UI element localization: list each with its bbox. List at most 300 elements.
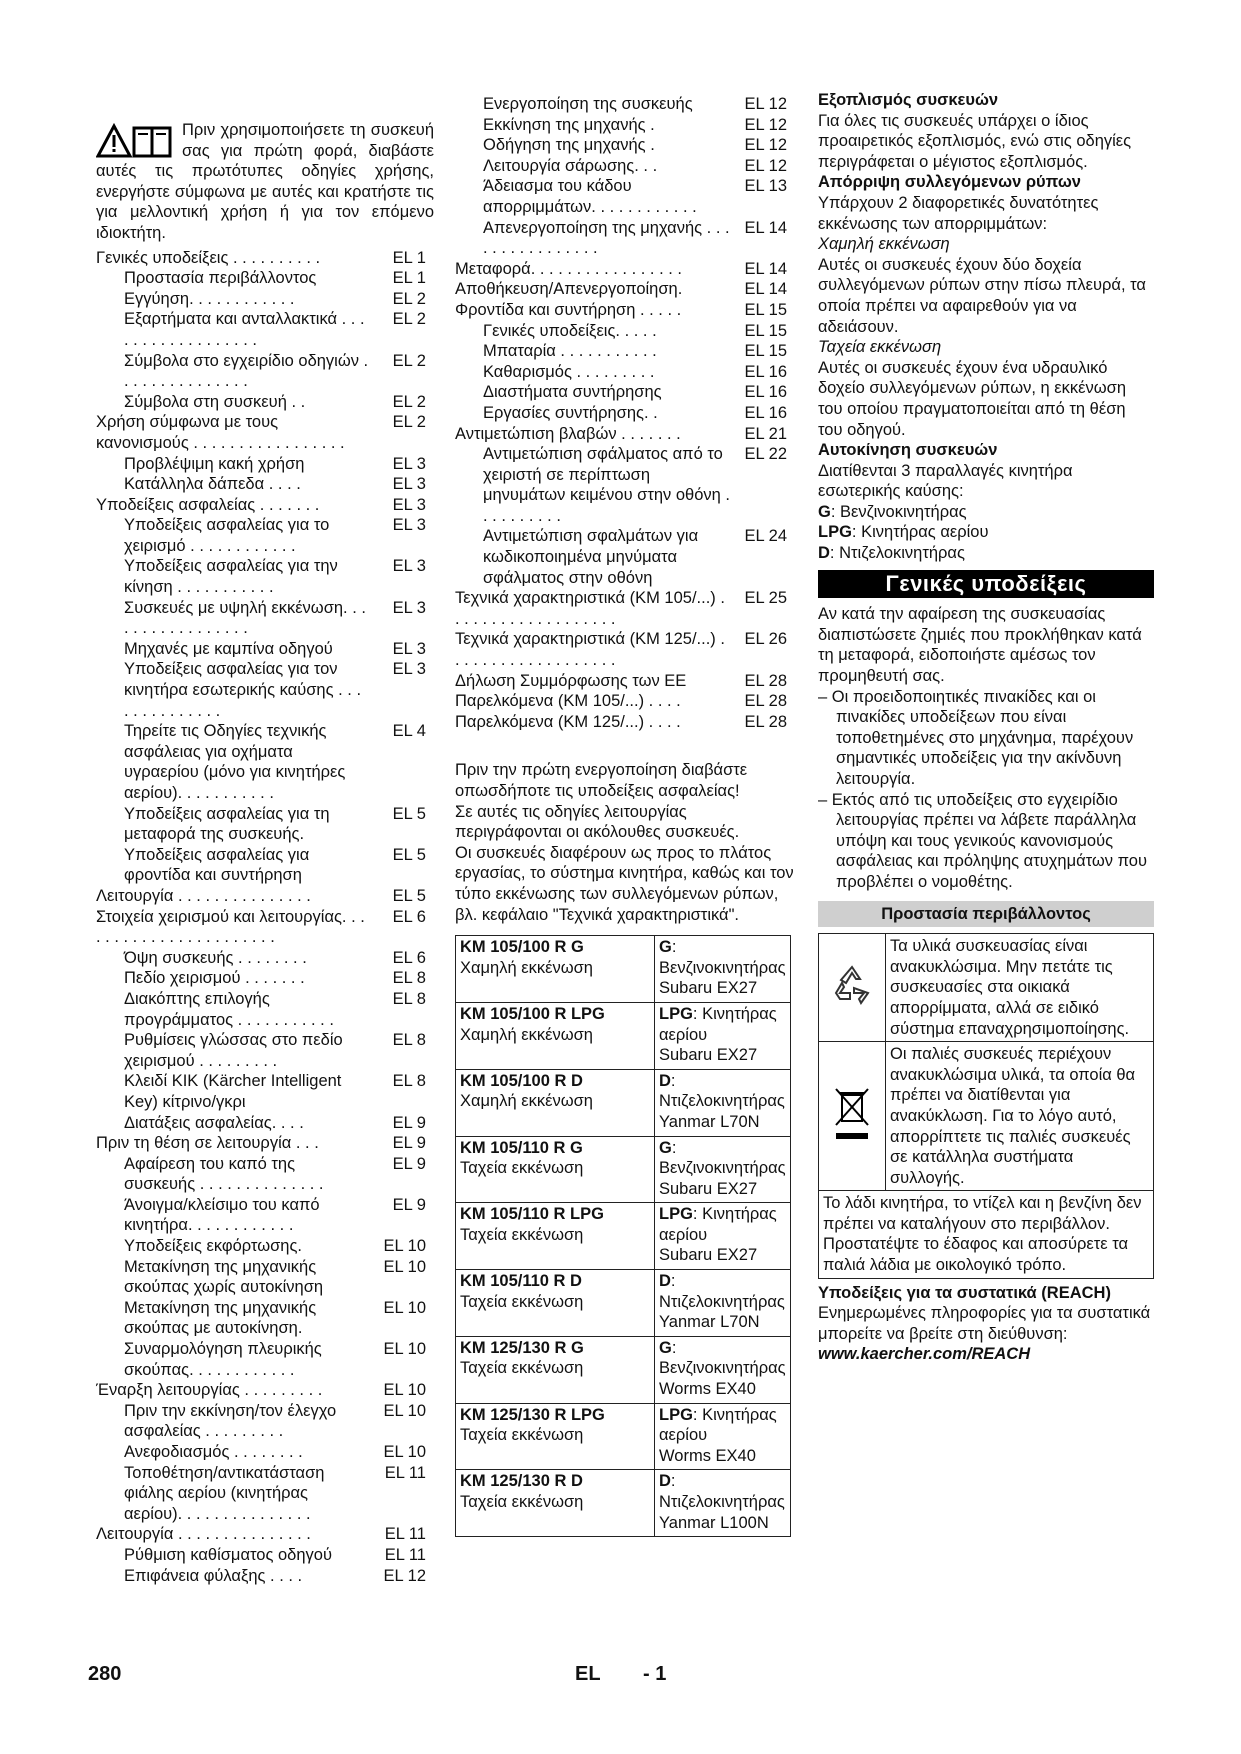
toc-entry-title: Εξαρτήματα και ανταλλακτικά . . . . . . . . . . . . . . . . . . [124, 310, 365, 349]
engine-type [659, 1138, 786, 1179]
column-1 [96, 100, 434, 1586]
column-3 [818, 90, 1154, 1365]
toc-entry[interactable] [455, 321, 795, 342]
model-name: KM 105/110 R LPG [460, 1205, 604, 1224]
toc-entry-title: Παρελκόμενα (KM 105/...) . . . . [455, 692, 681, 711]
model-name: KM 125/130 R G [460, 1338, 584, 1357]
toc-entry-page: EL 1 [392, 248, 426, 267]
toc-entry-page: EL 12 [744, 115, 787, 134]
fuel-text: : Κινητήρας αερίου [659, 1405, 777, 1445]
toc-entry-page: EL 2 [392, 289, 426, 308]
toc-entry[interactable] [96, 639, 434, 660]
toc-entry-page: EL 6 [392, 907, 426, 926]
reach-link[interactable]: www.kaercher.com/REACH [818, 1345, 1031, 1364]
model-row [456, 1270, 791, 1337]
engine-type [659, 1405, 786, 1446]
section-number: - 1 [643, 1663, 667, 1685]
toc-entry-title: Φροντίδα και συντήρηση . . . . . [455, 300, 682, 319]
toc-entry-page: EL 11 [384, 1525, 426, 1544]
model-name: KM 105/100 R LPG [460, 1004, 605, 1023]
toc-entry[interactable] [96, 392, 434, 413]
toc-entry-title: Απενεργοποίηση της μηχανής . . . . . . . . . . . . . . . . [483, 218, 730, 258]
low-text: Αυτές οι συσκευές έχουν δύο δοχεία συλλεγόμενων ρύπων στην πίσω πλευρά, τα οποία πρέπει να αφαιρεθούν για να αδειάσουν. [818, 255, 1146, 336]
toc-entry-title: Υποδείξεις ασφαλείας για το χειρισμό . . . . . . . . . . . . [124, 516, 330, 555]
toc-entry[interactable] [455, 424, 795, 445]
engine-type [659, 1204, 786, 1245]
toc-entry-title: Γενικές υποδείξεις. . . . . [483, 321, 657, 340]
toc-entry-page: EL 12 [744, 136, 787, 155]
toc-entry-page: EL 12 [744, 95, 787, 113]
toc-entry-title: Ρυθμίσεις γλώσσας στο πεδίο χειρισμού . . . . . . . . . [124, 1031, 343, 1070]
intro-para-3: Οι συσκευές διαφέρουν ως προς το πλάτος εργασίας, το σύστημα κινητήρα, καθώς και τον τύπο εκκένωσης των συλλεγόμενων ρύπων, βλ. κεφάλαιο "Τεχνικά χαρακτηριστικά". [455, 843, 794, 924]
toc-entry-page: EL 15 [744, 321, 787, 340]
toc-entry-title: Σύμβολα στη συσκευή . . [124, 392, 306, 411]
toc-entry-page: EL 9 [392, 1134, 426, 1153]
toc-entry-title: Τεχνικά χαρακτηριστικά (KM 105/...) . . . . . . . . . . . . . . . . . . . [455, 589, 725, 628]
toc-entry-page: EL 2 [392, 413, 426, 432]
toc-entry-title: Καθαρισμός . . . . . . . . . [483, 362, 655, 381]
model-row [456, 1403, 791, 1470]
model-discharge: Ταχεία εκκένωση [460, 1292, 584, 1311]
toc-entry-title: Διαστήματα συντήρησης [483, 383, 662, 402]
engine-model: Yanmar L70N [659, 1313, 760, 1332]
toc-entry-page: EL 28 [744, 712, 787, 731]
toc-entry-title: Δήλωση Συμμόρφωσης των ΕΕ [455, 671, 687, 690]
fuel-text: : Βενζινοκινητήρας [659, 1138, 786, 1178]
toc-entry-page: EL 14 [744, 218, 787, 237]
model-name: KM 105/100 R G [460, 938, 584, 957]
toc-entry-page: EL 9 [392, 1154, 426, 1173]
crossed-bin-icon [819, 1042, 886, 1191]
toc-entry[interactable] [455, 712, 795, 733]
toc-entry[interactable] [455, 94, 795, 115]
model-row [456, 1136, 791, 1203]
toc-entry-title: Υποδείξεις ασφαλείας για τη μεταφορά της συσκευής. [124, 804, 330, 844]
toc-entry-title: Διατάξεις ασφαλείας. . . . [124, 1113, 304, 1132]
toc-entry-page: EL 15 [744, 342, 787, 361]
toc-entry[interactable] [96, 1071, 434, 1112]
engine-cell [655, 1136, 791, 1203]
toc-entry[interactable] [455, 671, 795, 692]
intro [96, 120, 434, 244]
toc-entry-title: Μεταφορά. . . . . . . . . . . . . . . . . [455, 259, 683, 278]
toc-entry-page: EL 16 [744, 383, 787, 402]
toc-entry-page: EL 3 [392, 516, 426, 535]
toc-entry[interactable] [96, 1463, 434, 1525]
toc-entry-page: EL 12 [744, 156, 787, 175]
toc-entry-title: Παρελκόμενα (KM 125/...) . . . . [455, 712, 681, 731]
toc-entry-title: Πεδίο χειρισμού . . . . . . . [124, 969, 305, 988]
model-cell [456, 1270, 655, 1337]
model-row [456, 1069, 791, 1136]
toc-entry-title: Επιφάνεια φύλαξης . . . . [124, 1566, 303, 1585]
toc-entry-page: EL 16 [744, 403, 787, 422]
toc-entry[interactable] [96, 515, 434, 556]
toc-entry-title: Συναρμολόγηση πλευρικής σκούπας. . . . . . . . . . . . [124, 1340, 322, 1379]
fuel-text: : Ντιζελοκινητήρας [659, 1272, 785, 1311]
toc-entry[interactable] [96, 598, 434, 639]
engine-type [659, 1271, 786, 1312]
intro-para-2: Σε αυτές τις οδηγίες λειτουργίας περιγράφονται οι ακόλουθες συσκευές. [455, 802, 740, 842]
toc-entry-page: EL 28 [744, 692, 787, 711]
env-text-1: Τα υλικά συσκευασίας είναι ανακυκλώσιμα. Μην πετάτε τις συσκευασίες στα οικιακά απορρίμματα, αλλά σε ειδικό σύστημα επαναχρησιμοποίησης. [886, 934, 1154, 1042]
equip-text: Για όλες τις συσκευές υπάρχει ο ίδιος προαιρετικός εξοπλισμός, ενώ στις οδηγίες περιγράφεται ο μέγιστος εξοπλισμός. [818, 111, 1132, 171]
toc-entry[interactable] [96, 474, 434, 495]
toc-entry[interactable] [96, 886, 434, 907]
toc-entry[interactable] [96, 948, 434, 969]
engine-lpg: LPG: Κινητήρας αερίου [818, 523, 989, 542]
model-discharge: Ταχεία εκκένωση [460, 1159, 584, 1178]
toc-entry-title: Εκκίνηση της μηχανής . [483, 115, 655, 134]
toc-entry-page: EL 8 [392, 1031, 426, 1050]
toc-entry-page: EL 3 [392, 475, 426, 494]
toc-entry-page: EL 3 [392, 557, 426, 576]
toc-entry-title: Άδειασμα του κάδου απορριμμάτων. . . . . . . . . . . . [483, 177, 697, 216]
toc-entry-title: Εγγύηση. . . . . . . . . . . . [124, 289, 295, 308]
toc-entry[interactable] [96, 1339, 434, 1380]
toc-entry-title: Χρήση σύμφωνα με τους κανονισμούς . . . . . . . . . . . . . . . . . [96, 413, 345, 452]
toc-entry[interactable] [455, 629, 795, 670]
toc-entry-page: EL 8 [392, 969, 426, 988]
toc-entry[interactable] [96, 907, 434, 948]
toc-entry-page: EL 13 [744, 177, 787, 196]
model-row [456, 1336, 791, 1403]
model-name: KM 125/130 R LPG [460, 1405, 605, 1424]
model-cell [456, 1203, 655, 1270]
engine-type [659, 1071, 786, 1112]
fuel-text: : Βενζινοκινητήρας [659, 1338, 786, 1378]
model-cell [456, 1403, 655, 1470]
toc-entry[interactable] [96, 659, 434, 721]
toc-entry-page: EL 10 [383, 1237, 426, 1256]
toc-entry[interactable] [455, 135, 795, 156]
toc-entry-title: Μηχανές με καμπίνα οδηγού [124, 639, 333, 658]
section-title: Γενικές υποδείξεις [818, 570, 1154, 599]
engine-model: Yanmar L70N [659, 1112, 760, 1131]
toc-entry[interactable] [96, 1133, 434, 1154]
disposal-text: Υπάρχουν 2 διαφορετικές δυνατότητες εκκένωσης των απορριμμάτων: [818, 193, 1099, 233]
toc-entry-page: EL 10 [383, 1257, 426, 1276]
model-discharge: Ταχεία εκκένωση [460, 1359, 584, 1378]
toc-entry-page: EL 9 [392, 1195, 426, 1214]
model-discharge: Χαμηλή εκκένωση [460, 1025, 593, 1044]
fuel-text: : Κινητήρας αερίου [659, 1004, 777, 1044]
toc-entry[interactable] [96, 845, 434, 886]
toc-entry[interactable] [455, 444, 795, 526]
toc-entry-title: Υποδείξεις εκφόρτωσης. [124, 1237, 302, 1256]
toc-entry[interactable] [455, 382, 795, 403]
toc-entry-page: EL 2 [392, 392, 426, 411]
toc-entry-page: EL 28 [744, 671, 787, 690]
engine-type [659, 1004, 786, 1045]
fuel-code: LPG [659, 1405, 693, 1424]
toc-entry-page: EL 11 [384, 1463, 426, 1482]
toc-entry[interactable] [455, 259, 795, 280]
warning-manual-icon [96, 122, 176, 158]
model-discharge: Ταχεία εκκένωση [460, 1493, 584, 1511]
toc-entry[interactable] [455, 156, 795, 177]
toc-entry[interactable] [96, 1566, 434, 1587]
toc-part-2 [455, 94, 795, 732]
model-cell [456, 936, 655, 1003]
toc-entry-page: EL 9 [392, 1113, 426, 1132]
toc-entry-page: EL 16 [744, 362, 787, 381]
toc-entry-page: EL 12 [383, 1566, 426, 1585]
self-text: Διατίθενται 3 παραλλαγές κινητήρα εσωτερικής καύσης: [818, 461, 1073, 501]
toc-entry[interactable] [96, 309, 434, 350]
toc-entry[interactable] [96, 1401, 434, 1442]
fuel-text: : Ντιζελοκινητήρας [659, 1071, 785, 1111]
toc-entry[interactable] [96, 1113, 434, 1134]
engine-model: Subaru EX27 [659, 1179, 758, 1198]
toc-entry-title: Υποδείξεις ασφαλείας για τον κινητήρα εσωτερικής καύσης . . . . . . . . . . . . . . [124, 660, 362, 720]
toc-entry-page: EL 24 [744, 527, 787, 546]
engine-cell [655, 1069, 791, 1136]
engine-type [659, 1338, 786, 1379]
toc-entry[interactable] [96, 1380, 434, 1401]
engine-model: Subaru EX27 [659, 979, 758, 998]
toc-entry-title: Αποθήκευση/Απενεργοποίηση. [455, 280, 683, 299]
equip-heading: Εξοπλισμός συσκευών [818, 91, 999, 109]
fuel-code: LPG [659, 1004, 693, 1023]
language-code: EL [575, 1663, 601, 1685]
low-heading: Χαμηλή εκκένωση [818, 235, 950, 254]
toc-entry-page: EL 1 [392, 269, 426, 288]
toc-entry[interactable] [455, 341, 795, 362]
toc-entry-title: Όψη συσκευής . . . . . . . . [124, 948, 307, 967]
toc-entry-title: Αφαίρεση του καπό της συσκευής . . . . . . . . . . . . . . [124, 1154, 324, 1194]
toc-entry-page: EL 10 [383, 1340, 426, 1359]
engine-model: Worms EX40 [659, 1446, 756, 1465]
engine-model: Yanmar L100N [659, 1513, 769, 1532]
toc-entry[interactable] [96, 268, 434, 289]
toc-entry-title: Υποδείξεις ασφαλείας για φροντίδα και συντήρηση [124, 845, 310, 885]
engine-model: Worms EX40 [659, 1380, 756, 1399]
fuel-code: D [659, 1272, 671, 1291]
recycle-icon [819, 934, 886, 1042]
self-heading: Αυτοκίνηση συσκευών [818, 441, 998, 460]
engine-cell [655, 1336, 791, 1403]
model-name: KM 105/100 R D [460, 1071, 583, 1090]
toc-entry-page: EL 26 [744, 630, 787, 649]
toc-entry[interactable] [455, 115, 795, 136]
toc-entry[interactable] [455, 300, 795, 321]
toc-entry[interactable] [455, 403, 795, 424]
toc-entry-page: EL 21 [744, 424, 787, 443]
toc-entry-title: Υποδείξεις ασφαλείας . . . . . . . [96, 495, 320, 514]
models-table [455, 935, 791, 1537]
toc-entry[interactable] [96, 804, 434, 845]
toc-entry-page: EL 5 [392, 886, 426, 905]
model-name: KM 125/130 R D [460, 1472, 583, 1491]
engine-cell [655, 1403, 791, 1470]
toc-entry-page: EL 10 [383, 1298, 426, 1317]
toc-entry[interactable] [455, 588, 795, 629]
toc-entry[interactable] [96, 412, 434, 453]
engine-type [659, 1471, 786, 1512]
toc-entry-title: Μετακίνηση της μηχανικής σκούπας με αυτοκίνηση. [124, 1298, 317, 1338]
toc-entry-page: EL 3 [392, 598, 426, 617]
toc-entry-title: Λειτουργία . . . . . . . . . . . . . . . [96, 886, 311, 905]
fuel-text: : Ντιζελοκινητήρας [659, 1472, 785, 1511]
toc-entry[interactable] [96, 495, 434, 516]
toc-entry-page: EL 10 [383, 1381, 426, 1400]
toc-entry-title: Λειτουργία σάρωσης. . . [483, 156, 658, 175]
toc-entry-page: EL 3 [392, 495, 426, 514]
toc-entry[interactable] [96, 289, 434, 310]
toc-entry-title: Κλειδί KIK (Kärcher Intelligent Key) κίτρινο/γκρι [124, 1072, 342, 1111]
toc-entry-title: Οδήγηση της μηχανής . [483, 136, 655, 155]
engine-cell [655, 1203, 791, 1270]
bullet-2: – Εκτός από τις υποδείξεις στο εγχειρίδιο λειτουργίας πρέπει να λάβετε παράλληλα υπόψη και τους γενικούς κανονισμούς ασφάλειας και πρόληψης ατυχημάτων που προβλέπει ο νομοθέτης. [818, 790, 1147, 891]
disposal-heading: Απόρριψη συλλεγόμενων ρύπων [818, 173, 1081, 192]
toc-entry-page: EL 2 [392, 351, 426, 370]
fast-text: Αυτές οι συσκευές έχουν ένα υδραυλικό δοχείο συλλεγόμενων ρύπων, η εκκένωση του οποίου πραγματοποιείται από τη θέση του οδηγού. [818, 358, 1127, 439]
fuel-text: : Βενζινοκινητήρας [659, 938, 786, 977]
toc-entry-title: Κατάλληλα δάπεδα . . . . [124, 475, 301, 494]
engine-g: G: Βενζινοκινητήρας [818, 502, 967, 521]
env-text-2: Οι παλιές συσκευές περιέχουν ανακυκλώσιμα υλικά, τα οποία θα πρέπει να διατίθενται για ανακύκλωση. Για το λόγο αυτό, απορρίπτετε τις παλιές συσκευές σε κατάλληλα συστήματα συλλογής. [886, 1042, 1154, 1191]
toc-entry-title: Λειτουργία . . . . . . . . . . . . . . . [96, 1525, 311, 1544]
engine-cell [655, 1470, 791, 1537]
toc-entry-title: Πριν την εκκίνηση/τον έλεγχο ασφαλείας . . . . . . . . . [124, 1401, 337, 1441]
toc-entry[interactable] [96, 1195, 434, 1236]
env-title: Προστασία περιβάλλοντος [818, 901, 1154, 928]
model-cell [456, 1136, 655, 1203]
fuel-code: G [659, 1138, 672, 1157]
model-cell [456, 1336, 655, 1403]
model-discharge: Ταχεία εκκένωση [460, 1426, 584, 1445]
toc-entry-page: EL 3 [392, 639, 426, 658]
toc-entry[interactable] [96, 989, 434, 1030]
toc-entry-page: EL 4 [392, 722, 426, 741]
toc-entry[interactable] [455, 526, 795, 588]
reach-text: Ενημερωμένες πληροφορίες για τα συστατικά μπορείτε να βρείτε στη διεύθυνση: [818, 1304, 1151, 1343]
reach-heading: Υποδείξεις για τα συστατικά (REACH) [818, 1283, 1111, 1302]
model-row [456, 936, 791, 1003]
toc-entry-page: EL 22 [744, 445, 787, 464]
toc-entry-title: Σύμβολα στο εγχειρίδιο οδηγιών . . . . . . . . . . . . . . . [124, 351, 369, 391]
toc-entry[interactable] [455, 691, 795, 712]
engine-type [659, 937, 786, 978]
toc-entry[interactable] [96, 556, 434, 597]
toc-entry-page: EL 15 [744, 300, 787, 319]
toc-entry-page: EL 6 [392, 948, 426, 967]
toc-entry-page: EL 3 [392, 660, 426, 679]
toc-entry-title: Έναρξη λειτουργίας . . . . . . . . . [96, 1381, 323, 1400]
fuel-text: : Κινητήρας αερίου [659, 1205, 777, 1244]
toc-entry[interactable] [96, 1030, 434, 1071]
toc-entry[interactable] [96, 1236, 434, 1257]
fuel-code: LPG [659, 1205, 693, 1224]
toc-entry-title: Τηρείτε τις Οδηγίες τεχνικής ασφάλειας για οχήματα υγραερίου (μόνο για κινητήρες αερίου). . . . . . . . . . . [124, 722, 346, 802]
env-table [818, 933, 1154, 1279]
toc-entry[interactable] [96, 1442, 434, 1463]
toc-entry-page: EL 11 [384, 1545, 426, 1564]
intro-para-1: Πριν την πρώτη ενεργοποίηση διαβάστε οπωσδήποτε τις υποδείξεις ασφαλείας! [455, 761, 748, 800]
toc-entry-title: Αντιμετώπιση σφαλμάτων για κωδικοποιημένα μηνύματα σφάλματος στην οθόνη [483, 527, 699, 587]
toc-entry[interactable] [96, 248, 434, 269]
toc-entry-title: Προστασία περιβάλλοντος [124, 269, 317, 288]
toc-entry-page: EL 5 [392, 804, 426, 823]
toc-entry-page: EL 10 [383, 1443, 426, 1461]
toc-entry-title: Διακόπτης επιλογής προγράμματος . . . . . . . . . . . [124, 989, 334, 1029]
toc-entry-title: Συσκευές με υψηλή εκκένωση. . . . . . . . . . . . . . . . . [124, 598, 366, 638]
toc-entry[interactable] [96, 1257, 434, 1298]
toc-entry[interactable] [96, 1545, 434, 1566]
model-cell [456, 1470, 655, 1537]
env-text-3: Το λάδι κινητήρα, το ντίζελ και η βενζίνη δεν πρέπει να καταλήγουν στο περιβάλλον. Προστατέψτε το έδαφος και αποσύρετε τα παλιά λάδια με οικολογικό τρόπο. [819, 1191, 1154, 1278]
toc-entry-title: Αντιμετώπιση σφάλματος από το χειριστή σε περίπτωση μηνυμάτων κειμένου στην οθόνη . . . . . . . . . . [483, 445, 731, 525]
toc-entry[interactable] [455, 176, 795, 217]
toc-entry-title: Τοποθέτηση/αντικατάσταση φιάλης αερίου (κινητήρας αερίου). . . . . . . . . . . . . . . [124, 1463, 325, 1523]
fuel-code: G [659, 1338, 672, 1357]
general-text: Αν κατά την αφαίρεση της συσκευασίας διαπιστώσετε ζημιές που προκλήθηκαν κατά τη μεταφορά, ειδοποιήστε αμέσως τον προμηθευτή σας. [818, 605, 1142, 686]
model-discharge: Χαμηλή εκκένωση [460, 958, 593, 977]
model-name: KM 105/110 R G [460, 1138, 583, 1157]
toc-part-1 [96, 248, 434, 1587]
toc-entry-title: Άνοιγμα/κλείσιμο του καπό κινητήρα. . . . . . . . . . . . [124, 1195, 320, 1235]
model-cell [456, 1002, 655, 1069]
engine-model: Subaru EX27 [659, 1246, 758, 1265]
toc-entry-page: EL 14 [744, 259, 787, 278]
toc-entry-page: EL 14 [744, 280, 787, 299]
fuel-code: D [659, 1071, 671, 1090]
toc-entry[interactable] [96, 454, 434, 475]
toc-entry[interactable] [455, 362, 795, 383]
model-name: KM 105/110 R D [460, 1272, 582, 1291]
toc-entry[interactable] [96, 1524, 434, 1545]
toc-entry[interactable] [96, 1298, 434, 1339]
toc-entry-title: Πριν τη θέση σε λειτουργία . . . [96, 1134, 319, 1153]
toc-entry-title: Γενικές υποδείξεις . . . . . . . . . . [96, 248, 321, 267]
fuel-code: D [659, 1472, 671, 1491]
model-discharge: Ταχεία εκκένωση [460, 1225, 584, 1244]
toc-entry[interactable] [455, 218, 795, 259]
toc-entry-title: Ανεφοδιασμός . . . . . . . . [124, 1443, 303, 1461]
toc-entry-page: EL 3 [392, 454, 426, 473]
toc-entry-title: Αντιμετώπιση βλαβών . . . . . . . [455, 424, 681, 443]
toc-entry-page: EL 2 [392, 310, 426, 329]
model-row [456, 1002, 791, 1069]
toc-entry-title: Ρύθμιση καθίσματος οδηγού [124, 1545, 332, 1564]
toc-entry-title: Μετακίνηση της μηχανικής σκούπας χωρίς αυτοκίνηση [124, 1257, 324, 1297]
toc-entry[interactable] [96, 968, 434, 989]
page-number: 280 [88, 1663, 122, 1685]
toc-entry-title: Προβλέψιμη κακή χρήση [124, 454, 305, 473]
toc-entry-title: Τεχνικά χαρακτηριστικά (KM 125/...) . . . . . . . . . . . . . . . . . . . [455, 630, 725, 670]
toc-entry[interactable] [96, 1154, 434, 1195]
toc-entry-title: Μπαταρία . . . . . . . . . . . [483, 342, 657, 361]
toc-entry-title: Στοιχεία χειρισμού και λειτουργίας. . . . . . . . . . . . . . . . . . . . . . . [96, 907, 365, 947]
toc-entry-title: Υποδείξεις ασφαλείας για την κίνηση . . . . . . . . . . . [124, 557, 338, 597]
toc-entry-title: Εργασίες συντήρησης. . [483, 403, 658, 422]
toc-entry[interactable] [96, 351, 434, 392]
engine-cell [655, 1270, 791, 1337]
engine-model: Subaru EX27 [659, 1046, 758, 1065]
toc-entry-page: EL 8 [392, 989, 426, 1008]
engine-cell [655, 936, 791, 1003]
model-discharge: Χαμηλή εκκένωση [460, 1092, 593, 1111]
column-2 [455, 90, 795, 1537]
toc-entry[interactable] [455, 279, 795, 300]
toc-entry-page: EL 10 [383, 1401, 426, 1420]
model-row [456, 1203, 791, 1270]
engine-d: D: Ντιζελοκινητήρας [818, 544, 965, 563]
toc-entry-page: EL 25 [744, 589, 787, 608]
toc-entry-page: EL 5 [392, 845, 426, 864]
toc-entry[interactable] [96, 721, 434, 803]
